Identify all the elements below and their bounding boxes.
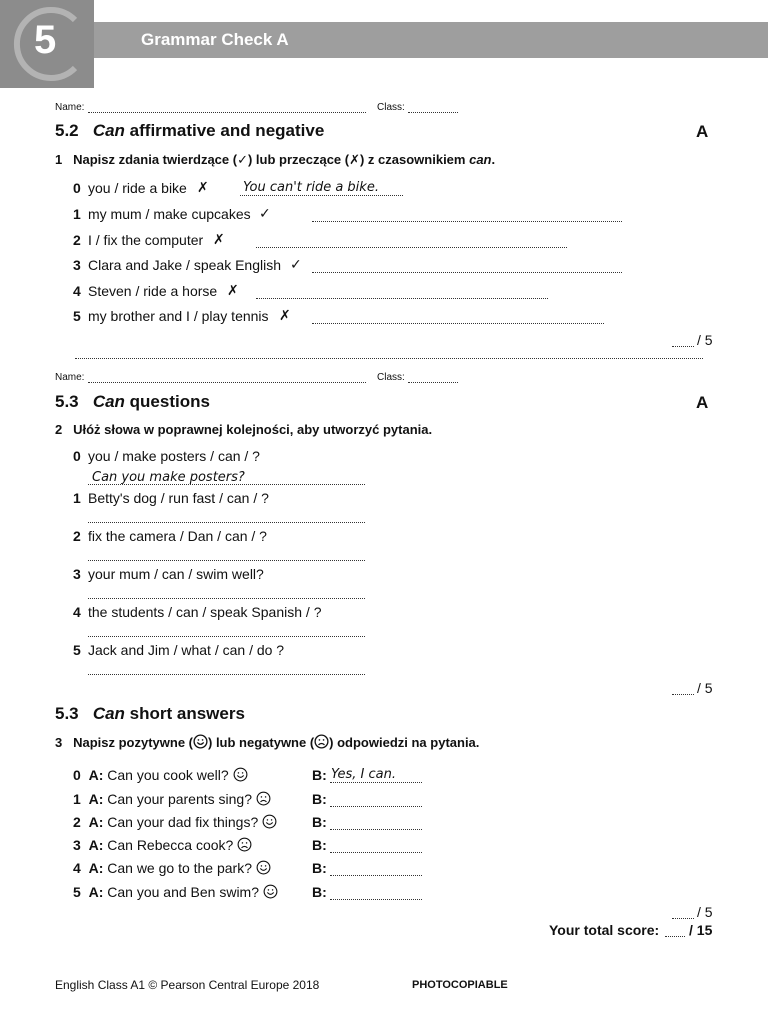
section2-instruction-num: 2 xyxy=(55,422,63,437)
total-score-label: Your total score: xyxy=(549,922,660,938)
s3-b-label: B: xyxy=(312,767,327,783)
name-field[interactable] xyxy=(88,382,366,383)
s3-question: Can Rebecca cook? xyxy=(107,837,234,853)
sad-face-icon xyxy=(256,791,271,806)
s3-a-label: A: xyxy=(88,884,104,900)
section3-instruction-c: ) odpowiedzi na pytania. xyxy=(329,735,480,750)
happy-face-icon xyxy=(256,860,271,875)
happy-face-icon xyxy=(193,734,208,749)
s2-item-num: 1 xyxy=(73,490,81,506)
section2-title: questions xyxy=(124,392,210,411)
s3-row xyxy=(73,837,252,853)
section1-instruction-num: 1 xyxy=(55,152,63,167)
s2-item-num: 5 xyxy=(73,642,81,658)
s1-item-text: Clara and Jake / speak English xyxy=(88,257,281,273)
s2-item-text: your mum / can / swim well? xyxy=(88,566,264,582)
s2-item-num: 0 xyxy=(73,448,81,464)
section1-version: A xyxy=(696,122,709,141)
s2-item-text: Betty's dog / run fast / can / ? xyxy=(88,490,269,506)
s3-a-label: A: xyxy=(88,767,104,783)
s1-item-num: 0 xyxy=(73,180,81,196)
cross-mark-icon: ✗ xyxy=(197,180,209,196)
s3-row xyxy=(73,884,278,900)
section2-number: 5.3 xyxy=(55,392,79,411)
happy-face-icon xyxy=(262,814,277,829)
s1-item-text: Steven / ride a horse xyxy=(88,283,218,299)
s1-item-num: 1 xyxy=(73,206,81,222)
s3-score: / 5 xyxy=(697,904,713,920)
s2-item-text: the students / can / speak Spanish / ? xyxy=(88,604,322,620)
s3-item-num: 2 xyxy=(73,814,81,830)
s2-answer-field[interactable] xyxy=(88,636,365,637)
happy-face-icon xyxy=(263,884,278,899)
s3-item-num: 5 xyxy=(73,884,81,900)
section3-instruction-num: 3 xyxy=(55,735,63,750)
section2-instruction xyxy=(55,422,432,437)
s1-answer-field[interactable] xyxy=(312,323,604,324)
s1-answer-field[interactable] xyxy=(312,221,622,222)
s2-answer-field[interactable] xyxy=(88,522,365,523)
s3-row xyxy=(73,814,277,830)
section1-instruction-text: Napisz zdania twierdzące (✓) lub przeczące (✗) z czasownikiem xyxy=(73,152,470,167)
s1-answer-field[interactable] xyxy=(256,298,548,299)
unit-number: 5 xyxy=(34,18,57,62)
s3-b-label: B: xyxy=(312,860,327,876)
total-score: / 15 xyxy=(689,922,713,938)
section3-number: 5.3 xyxy=(55,704,79,723)
s2-answer-line xyxy=(88,484,365,485)
s3-example-answer: Yes, I can. xyxy=(331,767,396,782)
s2-item-text: Jack and Jim / what / can / do ? xyxy=(88,642,285,658)
s2-item-num: 3 xyxy=(73,566,81,582)
section3-title-italic: Can xyxy=(92,704,125,723)
s1-answer-line xyxy=(240,195,403,196)
s3-a-label: A: xyxy=(88,837,104,853)
section2-instruction-text: Ułóż słowa w poprawnej kolejności, aby utworzyć pytania. xyxy=(73,422,433,437)
s3-b-label: B: xyxy=(312,791,327,807)
s3-b-label: B: xyxy=(312,884,327,900)
section1-number: 5.2 xyxy=(55,121,79,140)
s1-item-text: I / fix the computer xyxy=(88,232,204,248)
s2-item-num: 2 xyxy=(73,528,81,544)
section1-instruction-italic: can xyxy=(469,152,492,167)
s1-answer-field[interactable] xyxy=(312,272,622,273)
section2-version: A xyxy=(696,393,709,412)
s3-question: Can we go to the park? xyxy=(107,860,253,876)
s3-score-field[interactable] xyxy=(672,918,694,919)
s3-answer-line xyxy=(330,782,422,783)
s3-question: Can you and Ben swim? xyxy=(107,884,260,900)
s3-row xyxy=(73,860,271,876)
s2-item-text: fix the camera / Dan / can / ? xyxy=(88,528,267,544)
s3-item-num: 4 xyxy=(73,860,81,876)
name-label: Name: xyxy=(55,372,85,383)
cross-mark-icon: ✗ xyxy=(227,283,239,299)
cross-mark-icon: ✗ xyxy=(213,232,225,248)
s3-answer-field[interactable] xyxy=(330,806,422,807)
s3-a-label: A: xyxy=(88,791,104,807)
s2-item-num: 4 xyxy=(73,604,81,620)
section2-heading xyxy=(55,392,210,412)
section3-instruction-b: ) lub negatywne ( xyxy=(208,735,315,750)
class-label: Class: xyxy=(377,372,405,383)
section1-title: affirmative and negative xyxy=(124,121,325,140)
s3-b-label: B: xyxy=(312,814,327,830)
s2-answer-field[interactable] xyxy=(88,560,365,561)
s3-a-label: A: xyxy=(88,860,104,876)
section3-instruction-a: Napisz pozytywne ( xyxy=(73,735,193,750)
class-field[interactable] xyxy=(408,112,458,113)
s3-b-label: B: xyxy=(312,837,327,853)
tick-mark-icon: ✓ xyxy=(290,257,302,273)
s3-question: Can your dad fix things? xyxy=(107,814,259,830)
name-label: Name: xyxy=(55,102,85,113)
unit-badge xyxy=(0,0,94,88)
class-label: Class: xyxy=(377,102,405,113)
s3-question: Can your parents sing? xyxy=(107,791,253,807)
name-field[interactable] xyxy=(88,112,366,113)
s1-answer-field[interactable] xyxy=(256,247,567,248)
section2-title-italic: Can xyxy=(92,392,125,411)
total-score-field[interactable] xyxy=(665,936,685,937)
s2-answer-field[interactable] xyxy=(88,598,365,599)
s2-answer-field[interactable] xyxy=(88,674,365,675)
s3-answer-field[interactable] xyxy=(330,875,422,876)
happy-face-icon xyxy=(233,767,248,782)
section1-title-italic: Can xyxy=(92,121,125,140)
s2-item-text: you / make posters / can / ? xyxy=(88,448,260,464)
footer-photocopiable: PHOTOCOPIABLE xyxy=(412,979,508,991)
s3-answer-field[interactable] xyxy=(330,852,422,853)
s1-item-text: my brother and I / play tennis xyxy=(88,308,269,324)
s1-item-num: 3 xyxy=(73,257,81,273)
s3-answer-field[interactable] xyxy=(330,829,422,830)
section3-title: short answers xyxy=(124,704,245,723)
s1-item-num: 2 xyxy=(73,232,81,248)
section3-instruction xyxy=(55,734,479,750)
s3-item-num: 1 xyxy=(73,791,81,807)
s3-row xyxy=(73,791,271,807)
section1-heading xyxy=(55,121,324,141)
section1-instruction xyxy=(55,152,495,168)
sad-face-icon xyxy=(237,837,252,852)
s2-score-field[interactable] xyxy=(672,694,694,695)
s3-question: Can you cook well? xyxy=(107,767,229,783)
s1-item-text: you / ride a bike xyxy=(88,180,187,196)
section1-instruction-end: . xyxy=(491,152,496,167)
s3-item-num: 0 xyxy=(73,767,81,783)
cut-line xyxy=(75,358,703,359)
tick-mark-icon: ✓ xyxy=(259,206,271,222)
page-title: Grammar Check A xyxy=(141,30,289,49)
s3-answer-field[interactable] xyxy=(330,899,422,900)
s1-score: / 5 xyxy=(697,332,713,348)
sad-face-icon xyxy=(314,734,329,749)
s2-score: / 5 xyxy=(697,680,713,696)
s1-example-answer: You can't ride a bike. xyxy=(243,180,379,195)
section3-heading xyxy=(55,704,245,724)
cross-mark-icon: ✗ xyxy=(279,308,291,324)
footer-copyright: English Class A1 © Pearson Central Europe 2018 xyxy=(55,978,320,992)
s1-item-num: 4 xyxy=(73,283,81,299)
s2-example-answer: Can you make posters? xyxy=(92,470,245,485)
s1-score-field[interactable] xyxy=(672,346,694,347)
class-field[interactable] xyxy=(408,382,458,383)
s3-a-label: A: xyxy=(88,814,104,830)
s1-item-num: 5 xyxy=(73,308,81,324)
s3-item-num: 3 xyxy=(73,837,81,853)
s3-row xyxy=(73,767,248,783)
s1-item-text: my mum / make cupcakes xyxy=(88,206,251,222)
